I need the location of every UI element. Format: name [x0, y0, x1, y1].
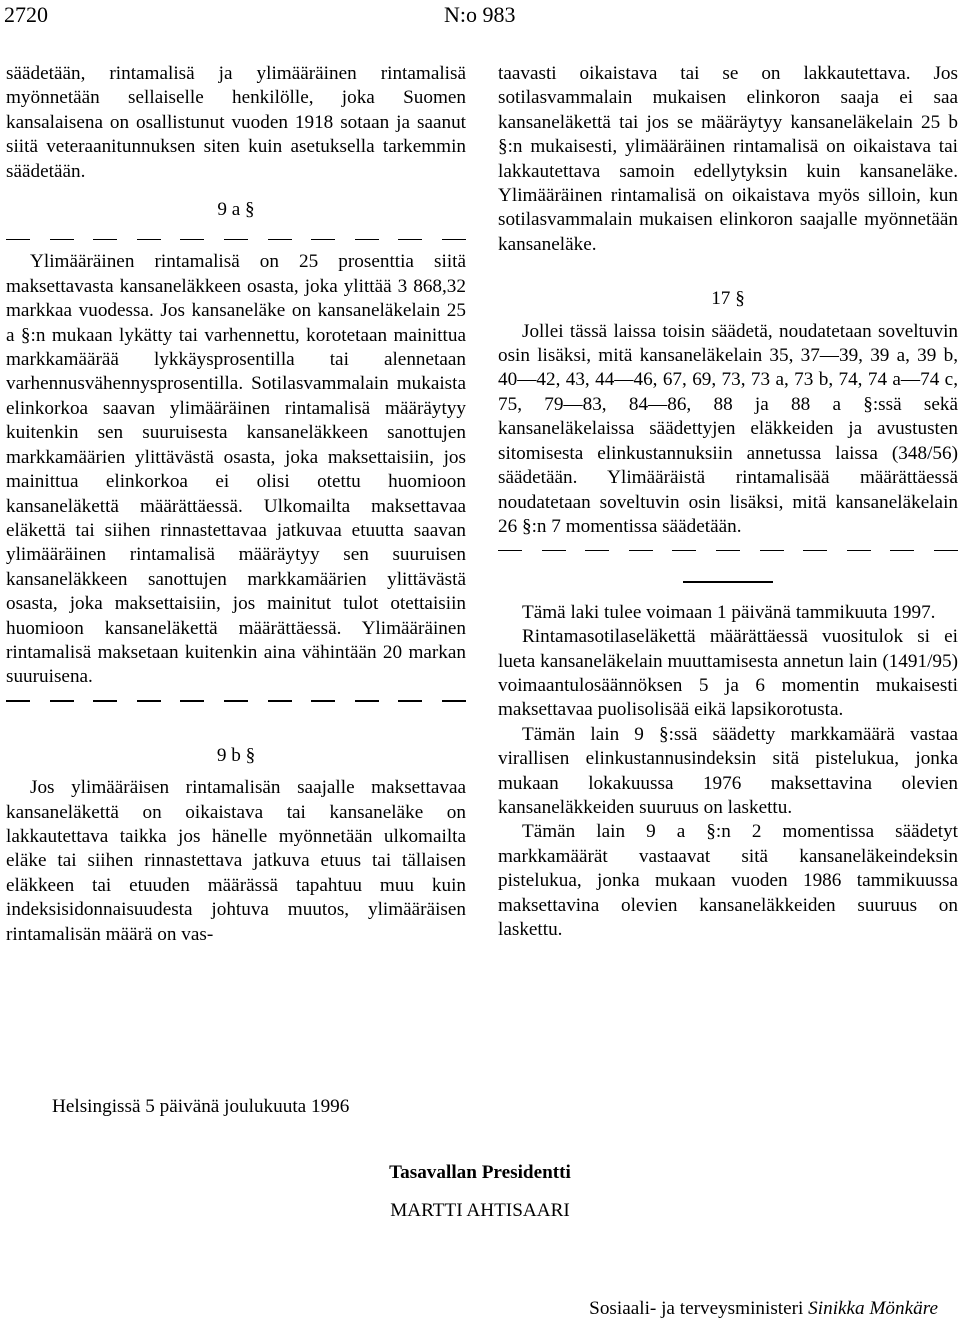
president-title: Tasavallan Presidentti: [389, 1162, 571, 1183]
omission-dashes: [498, 541, 958, 559]
minister-signature: [589, 1298, 938, 1320]
paragraph: Tämän lain 9 a §:n 2 momentissa säädetyt markkamäärät vastaavat sitä kansaneläkeindeksin pistelukua, jonka mukaan vuoden 1986 tammikuussa maksettavina olevien kansaneläkkeiden suuruus on laskettu.: [498, 821, 958, 941]
section-divider: [683, 581, 773, 583]
place-and-date: Helsingissä 5 päivänä joulukuuta 1996: [52, 1096, 350, 1117]
paragraph: Jos ylimääräisen rintamalisän saajalle maksettavaa kansaneläkettä on oikaistava tai kansaneläke on lakkautettava taikka jos hänelle myönnetään ulkomailta eläke tai siihen rinnastettava jatkuva etuus tai tällaisen eläkkeen tai etuuden määrässä tapahtuu muu kuin indeksisidonnaisuudesta johtuva muutos, ylimääräisen rintamalisän määrä on vas-: [6, 777, 466, 945]
paragraph: säädetään, rintamalisä ja ylimääräinen rintamalisä myönnetään sellaiselle henkilölle, joka Suomen kansalaisena on osallistunut vuoden 1918 sotaan ja saanut siitä veteraanitunnuksen siten kuin asetuksella tarkemmin säädetään.: [6, 63, 466, 182]
paragraph: Jollei tässä laissa toisin säädetä, noudatetaan soveltuvin osin lisäksi, mitä kansaneläkelain 35, 37—39, 39 a, 39 b, 40—42, 43, 44—46, 67, 69, 73, 73 a, 73 b, 74, 74 a—74 c, 75, 79—83, 84—86, 88 ja 88 a §:ssä sekä kansaneläkelaissa säädettyjen eläkkeiden ja avustusten sitomisesta elinkustannuksiin annetussa laissa (348/56) säädetään. Ylimääräistä rintamalisää määrättäessä noudatetaan soveltuvin osin lisäksi, mitä kansaneläkelain 26 §:n 7 momentissa säädetään.: [498, 320, 958, 537]
page-number: 2720: [4, 2, 48, 27]
minister-title: Sosiaali- ja terveysministeri: [589, 1298, 804, 1319]
document-number: N:o 983: [444, 2, 516, 27]
section-heading-9a: 9 a §: [217, 199, 255, 221]
paragraph: Rintamasotilaseläkettä määrättäessä vuositulok si ei lueta kansaneläkelain muuttamisesta annetun lain (1491/95) voimaantulosäännöksen 5 ja 6 momentin mukaisesti maksettavaa puolisolisää eikä lapsikorotusta.: [498, 626, 958, 721]
omission-dashes: [6, 230, 466, 248]
president-name: MARTTI AHTISAARI: [390, 1200, 570, 1221]
section-heading-9b: 9 b §: [216, 744, 256, 766]
paragraph: taavasti oikaistava tai se on lakkautettava. Jos sotilasvammalain mukaisen elinkoron saaja ei saa kansaneläkettä tai jos se määräytyy kansaneläkelain 25 b §:n mukaisesti, ylimääräinen rintamalisä on oikaistava tai lakkautettava samoin edellytyksin kuin kansaneläke. Ylimääräinen rintamalisä on oikaistava myös silloin, kun sotilasvammalain mukaisen elinkoron saajalle myönnetään kansaneläke.: [498, 63, 958, 255]
paragraph: Ylimääräinen rintamalisä on 25 prosenttia siitä maksettavasta kansaneläkkeen osasta, joka ylittää 3 868,32 markkaa vuodessa. Jos kansaneläke on kansaneläkelain 25 a §:n mukaan lykätty tai varhennettu, korotetaan mainittua markkamäärää lykkäysprosentilla tai alennetaan varhennusvähennysprosentilla. Sotilasvammalain mukaista elinkorkoa saavan ylimääräinen rintamalisä määräytyy kuitenkin sen suuruisesta kansaneläkkeen sanottujen markkamäärien ylittävästä osasta, joka maksettaisiin, jos mainittua elinkorkoa ei olisi otettu huomioon kansaneläkettä määrättäessä. Ulkomailta maksettavaa eläkettä tai siihen rinnastettavaa jatkuvaa etuutta saavan ylimääräinen rintamalisä määräytyy sen suuruisen kansaneläkkeen sanottujen markkamäärien ylittävästä osasta, joka maksettaisiin, jos mainitut tulot otettaisiin huomioon kansaneläkettä määrättäessä. Ylimääräinen rintamalisä maksetaan kuitenkin aina vähintään 20 markan suuruisena.: [6, 251, 466, 688]
paragraph: Tämä laki tulee voimaan 1 päivänä tammikuuta 1997.: [522, 601, 936, 623]
paragraph: Tämän lain 9 §:ssä säädetty markkamäärä vastaa virallisen elinkustannusindeksin sitä pistelukua, jonka mukaan lokakuussa 1976 maksettavina olevien kansaneläkkeiden suuruus on laskettu.: [498, 723, 958, 819]
minister-name: Sinikka Mönkäre: [808, 1298, 938, 1319]
right-column: [498, 62, 958, 943]
omission-dashes: [6, 692, 466, 710]
left-column: [6, 62, 466, 947]
section-heading-17: 17 §: [711, 288, 745, 310]
